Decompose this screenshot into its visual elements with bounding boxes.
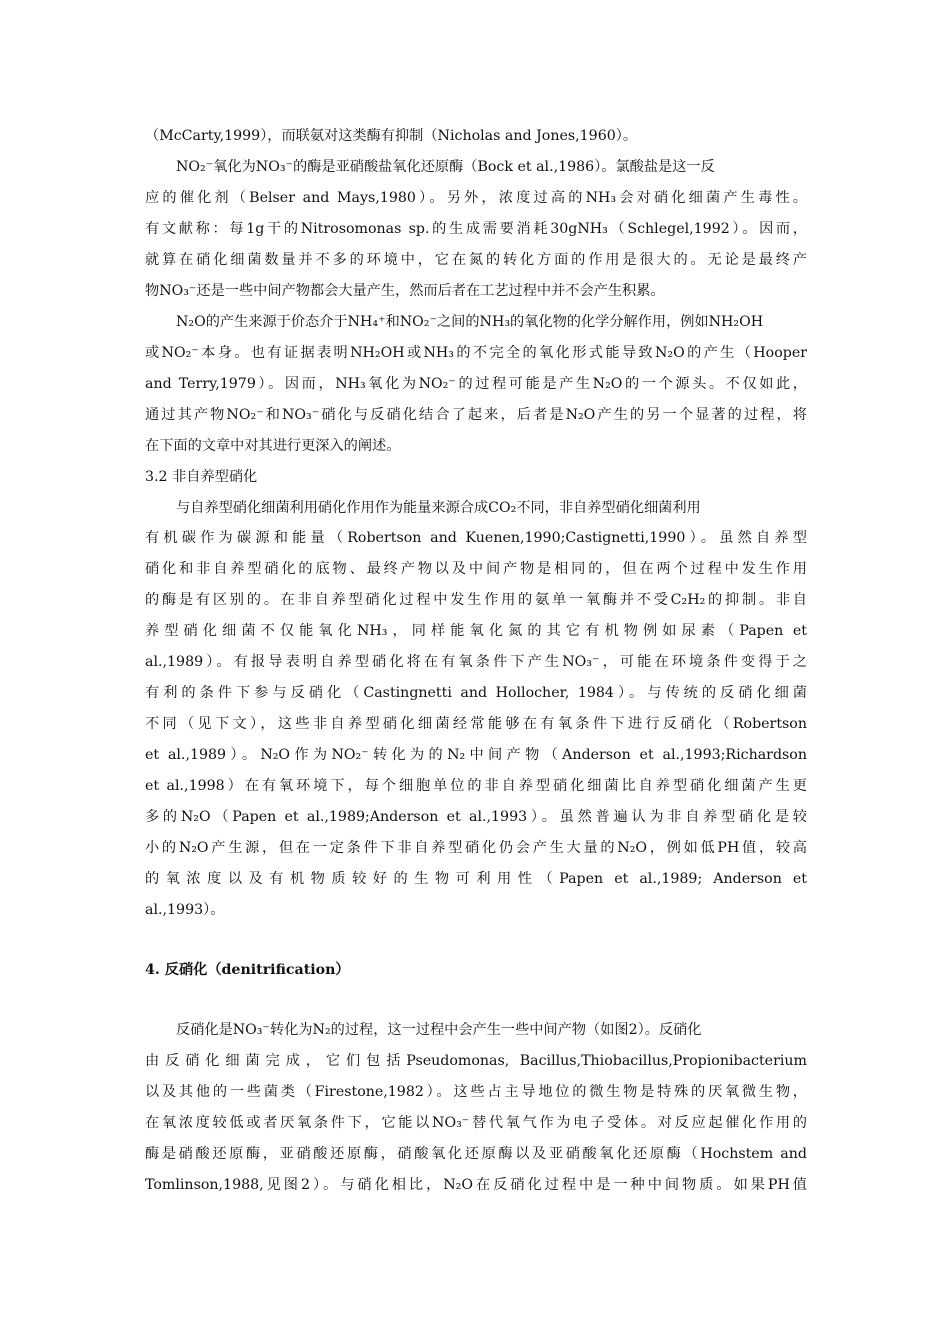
text-line: al.,1993）。: [145, 902, 225, 918]
text-line: 有利的条件下参与反硝化（Castingnetti and Hollocher, 1984）。与传统的反硝化细菌: [145, 685, 807, 701]
text-line: 在下面的文章中对其进行更深入的阐述。: [145, 438, 401, 454]
text-line: et al.,1989）。N₂O作为NO₂⁻转化为的N₂中间产物（Anderson et al.,1993;Richardson: [145, 747, 807, 763]
text-line: 应的催化剂（Belser and Mays,1980）。另外，浓度过高的NH₃会对硝化细菌产生毒性。: [145, 190, 807, 206]
text-line: 养型硝化细菌不仅能氧化NH₃，同样能氧化氮的其它有机物例如尿素（Papen et: [145, 623, 807, 639]
text-line: Tomlinson,1988,见图2）。与硝化相比，N₂O在反硝化过程中是一种中间物质。如果PH值: [145, 1177, 807, 1193]
text-line: 反硝化是NO₃⁻转化为N₂的过程，这一过程中会产生一些中间产物（如图2）。反硝化: [176, 1022, 702, 1038]
text-line: 有文献称：每1g干的Nitrosomonas sp.的生成需要消耗30gNH₃（Schlegel,1992）。因而，: [145, 221, 807, 237]
text-line: 小的N₂O产生源，但在一定条件下非自养型硝化仍会产生大量的N₂O，例如低PH值，较高: [145, 840, 807, 856]
text-line: al.,1989）。有报导表明自养型硝化将在有氧条件下产生NO₃⁻，可能在环境条件变得于之: [145, 654, 807, 670]
text-line: and Terry,1979）。因而，NH₃氧化为NO₂⁻的过程可能是产生N₂O的一个源头。不仅如此，: [145, 376, 807, 392]
text-line: 多的N₂O（Papen et al.,1989;Anderson et al.,1993）。虽然普遍认为非自养型硝化是较: [145, 809, 807, 825]
text-line: 有机碳作为碳源和能量（Robertson and Kuenen,1990;Castignetti,1990）。虽然自养型: [145, 530, 807, 546]
text-line: 以及其他的一些菌类（Firestone,1982）。这些占主导地位的微生物是特殊的厌氧微生物，: [145, 1084, 807, 1100]
text-line: 的氧浓度以及有机物质较好的生物可利用性（Papen et al.,1989; Anderson et: [145, 871, 807, 887]
text-line: 酶是硝酸还原酶，亚硝酸还原酶，硝酸氧化还原酶以及亚硝酸氧化还原酶（Hochstem and: [145, 1146, 807, 1162]
text-line: 物NO₃⁻还是一些中间产物都会大量产生，然而后者在工艺过程中并不会产生积累。: [145, 283, 665, 299]
text-line: 硝化和非自养型硝化的底物、最终产物以及中间产物是相同的，但在两个过程中发生作用: [145, 561, 807, 577]
text-line: N₂O的产生来源于价态介于NH₄⁺和NO₂⁻之间的NH₃的氧化物的化学分解作用，例如NH₂OH: [176, 314, 764, 330]
section-heading: 3.2 非自养型硝化: [145, 469, 258, 485]
text-line: NO₂⁻氧化为NO₃⁻的酶是亚硝酸盐氧化还原酶（Bock et al.,1986）。氯酸盐是这一反: [176, 159, 715, 175]
text-line: 在氧浓度较低或者厌氧条件下，它能以NO₃⁻替代氧气作为电子受体。对反应起催化作用的: [145, 1115, 807, 1131]
text-line: et al.,1998）在有氧环境下，每个细胞单位的非自养型硝化细菌比自养型硝化细菌产生更: [145, 778, 807, 794]
text-line: 或NO₂⁻本身。也有证据表明NH₂OH或NH₃的不完全的氧化形式能导致N₂O的产生（Hooper: [145, 345, 807, 361]
text-line: 就算在硝化细菌数量并不多的环境中，它在氮的转化方面的作用是很大的。无论是最终产: [145, 252, 807, 268]
text-line: 与自养型硝化细菌利用硝化作用作为能量来源合成CO₂不同，非自养型硝化细菌利用: [176, 500, 701, 516]
text-line: 不同（见下文），这些非自养型硝化细菌经常能够在有氧条件下进行反硝化（Robertson: [145, 716, 807, 732]
section-heading: 4. 反硝化（denitrification）: [145, 962, 350, 978]
text-line: 通过其产物NO₂⁻和NO₃⁻硝化与反硝化结合了起来，后者是N₂O产生的另一个显著的过程，将: [145, 407, 807, 423]
text-line: 的酶是有区别的。在非自养型硝化过程中发生作用的氨单一氧酶并不受C₂H₂的抑制。非自: [145, 592, 807, 608]
text-line: （McCarty,1999），而联氨对这类酶有抑制（Nicholas and Jones,1960）。: [145, 128, 638, 144]
text-line: 由反硝化细菌完成，它们包括Pseudomonas, Bacillus,Thiobacillus,Propionibacterium: [145, 1053, 807, 1069]
